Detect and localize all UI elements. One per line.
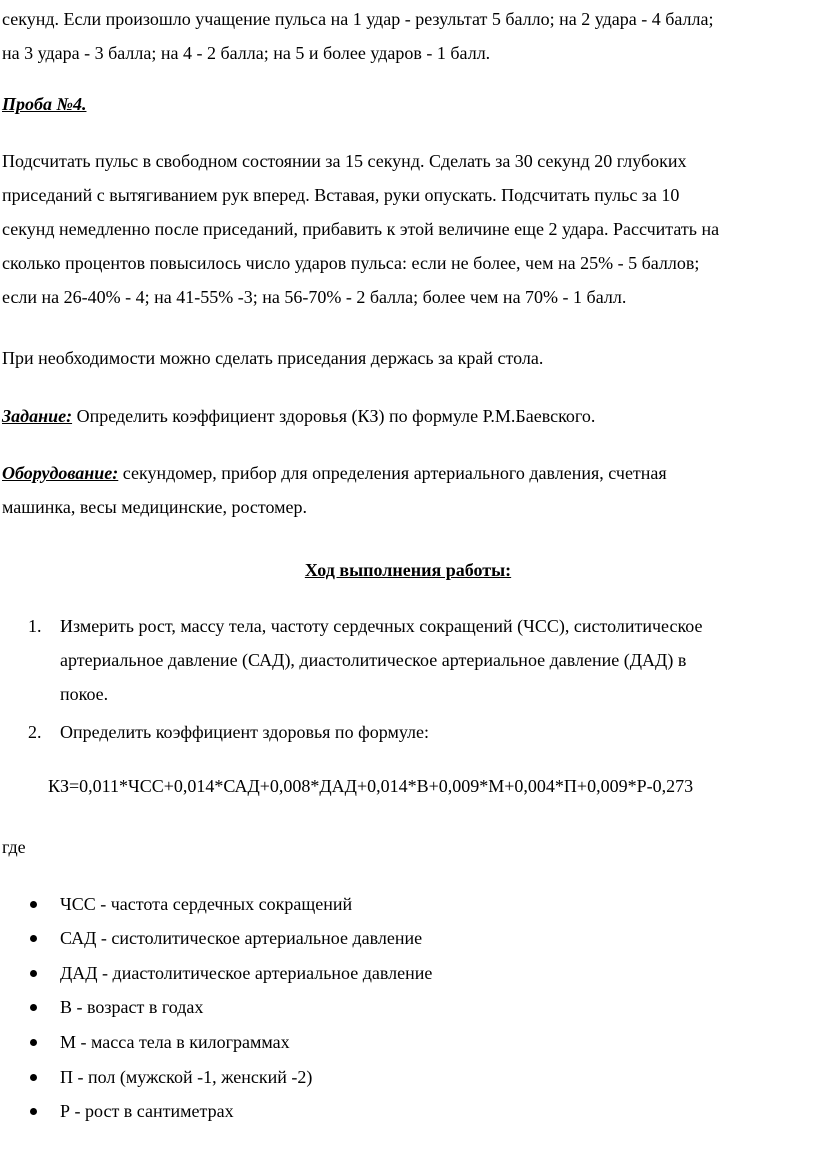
equipment-line-1: секундомер, прибор для определения артериального давления, счетная bbox=[118, 463, 667, 483]
legend-item bbox=[60, 887, 352, 921]
bullet-icon bbox=[30, 1108, 37, 1115]
bullet-icon bbox=[30, 1074, 37, 1081]
procedure-item-1-line-1: Измерить рост, массу тела, частоту сердечных сокращений (ЧСС), систолитическое bbox=[60, 616, 703, 636]
bullet-icon bbox=[30, 901, 37, 908]
procedure-item-1-line-3: покое. bbox=[60, 684, 109, 704]
test4-line-4: сколько процентов повысилось число ударов пульса: если не более, чем на 25% - 5 баллов; bbox=[2, 253, 700, 273]
legend-item-text: М - масса тела в килограммах bbox=[60, 1032, 290, 1052]
procedure-item-1 bbox=[28, 609, 800, 711]
procedure-item-1-number: 1. bbox=[28, 616, 42, 636]
legend-item bbox=[60, 1025, 290, 1059]
bullet-icon bbox=[30, 935, 37, 942]
top-paragraph bbox=[2, 2, 812, 70]
legend-item-text: САД - систолитическое артериальное давление bbox=[60, 928, 423, 948]
legend-item-text: ЧСС - частота сердечных сокращений bbox=[60, 894, 353, 914]
procedure-heading: Ход выполнения работы: bbox=[304, 560, 512, 580]
top-paragraph-line-1: секунд. Если произошло учащение пульса на 1 удар - результат 5 балло; на 2 удара - 4 балла; bbox=[2, 9, 714, 29]
legend-item-text: П - пол (мужской -1, женский -2) bbox=[60, 1067, 313, 1087]
legend-item bbox=[60, 921, 422, 955]
test4-line-5: если на 26-40% - 4; на 41-55% -3; на 56-70% - 2 балла; более чем на 70% - 1 балл. bbox=[2, 287, 627, 307]
top-paragraph-line-2: на 3 удара - 3 балла; на 4 - 2 балла; на 5 и более ударов - 1 балл. bbox=[2, 43, 491, 63]
legend-item bbox=[60, 990, 203, 1024]
test4-title: Проба №4. bbox=[2, 94, 87, 114]
legend-item-text: В - возраст в годах bbox=[60, 997, 204, 1017]
equipment-paragraph bbox=[2, 456, 812, 524]
equipment-label: Оборудование: bbox=[2, 463, 119, 483]
test4-line-2: приседаний с вытягиванием рук вперед. Вставая, руки опускать. Подсчитать пульс за 10 bbox=[2, 185, 680, 205]
test4-note: При необходимости можно сделать приседания держась за край стола. bbox=[2, 348, 544, 368]
test4-line-3: секунд немедленно после приседаний, прибавить к этой величине еще 2 удара. Рассчитать на bbox=[2, 219, 720, 239]
bullet-icon bbox=[30, 970, 37, 977]
bullet-icon bbox=[30, 1004, 37, 1011]
test4-line-1: Подсчитать пульс в свободном состоянии за 15 секунд. Сделать за 30 секунд 20 глубоких bbox=[2, 151, 687, 171]
health-coefficient-formula: КЗ=0,011*ЧСС+0,014*САД+0,008*ДАД+0,014*В+0,009*М+0,004*П+0,009*Р-0,273 bbox=[48, 776, 694, 796]
where-label: где bbox=[2, 837, 26, 857]
procedure-item-2-number: 2. bbox=[28, 722, 42, 742]
legend-item bbox=[60, 956, 432, 990]
legend-item-text: Р - рост в сантиметрах bbox=[60, 1101, 234, 1121]
procedure-item-2-line-1: Определить коэффициент здоровья по формуле: bbox=[60, 722, 430, 742]
procedure-item-1-line-2: артериальное давление (САД), диастолитическое артериальное давление (ДАД) в bbox=[60, 650, 687, 670]
legend-item-text: ДАД - диастолитическое артериальное давление bbox=[60, 963, 433, 983]
procedure-item-2 bbox=[28, 715, 800, 749]
task-text: Определить коэффициент здоровья (КЗ) по формуле Р.М.Баевского. bbox=[72, 406, 596, 426]
bullet-icon bbox=[30, 1039, 37, 1046]
task-label: Задание: bbox=[2, 406, 73, 426]
test4-description bbox=[2, 144, 812, 314]
legend-item bbox=[60, 1094, 234, 1128]
equipment-line-2: машинка, весы медицинские, ростомер. bbox=[2, 497, 308, 517]
legend-item bbox=[60, 1060, 312, 1094]
task-paragraph bbox=[2, 399, 812, 433]
